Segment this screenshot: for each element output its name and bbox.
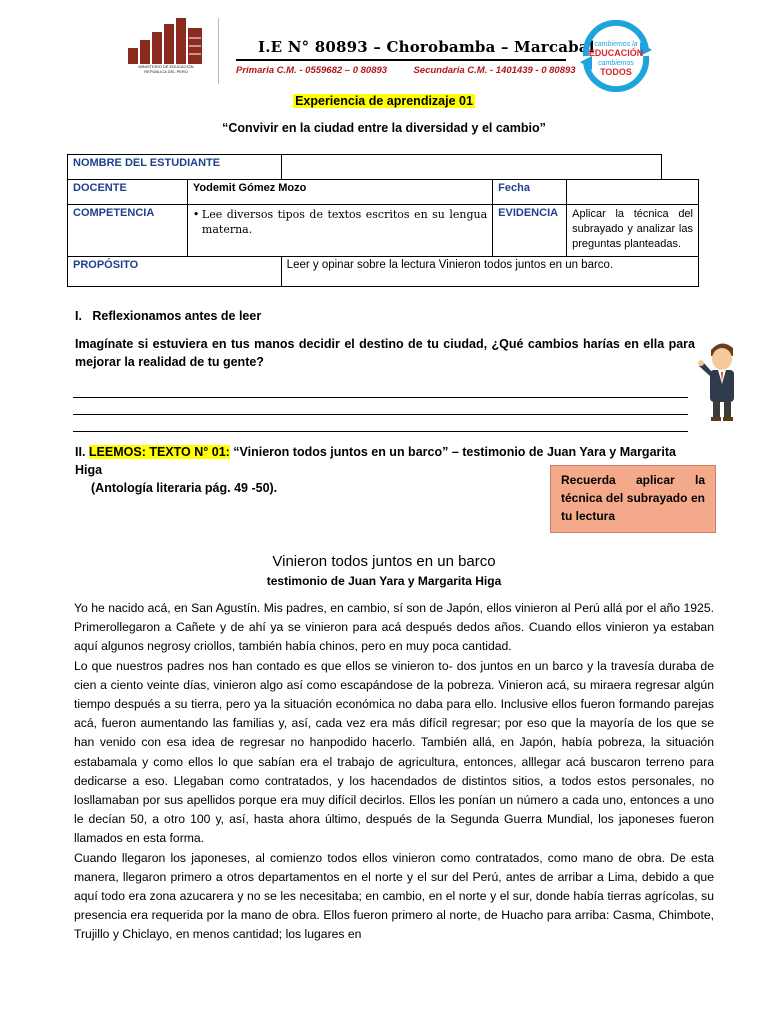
secondary-code: Secundaria C.M. - 1401439 - 0 80893 xyxy=(413,65,576,76)
school-codes xyxy=(236,65,576,76)
school-title-rule xyxy=(236,59,566,61)
reading-paragraph: Cuando llegaron los japoneses, al comienzo todos ellos vinieron como contratados, como mano de obra. De esta manera, llegaron primero a otros departamentos en el norte y el sur del Perú, antes de arribar a Lima, debido a que aquí todo era zona azucarera y no se les necesitaba; en cambio, en el norte y el sur, donde había tierras agrícolas, su presencia era requerida por la mano de obra. Ellos fueron primero al norte, de Huacho para arriba: Casma, Chimbote, Trujillo y Chiclayo, en menos cantidad; los lugares en xyxy=(74,850,714,942)
reading-title: Vinieron todos juntos en un barco xyxy=(272,553,496,570)
purpose-label: PROPÓSITO xyxy=(68,257,282,287)
student-info-table xyxy=(67,154,699,287)
date-field[interactable] xyxy=(567,180,699,205)
answer-line[interactable] xyxy=(73,397,688,398)
evidence-value: Aplicar la técnica del subrayado y analizar las preguntas planteadas. xyxy=(567,205,699,257)
text-number-highlight: LEEMOS: TEXTO N° 01: xyxy=(88,445,230,459)
evidence-label: EVIDENCIA xyxy=(493,205,567,257)
reading-paragraph: Yo he nacido acá, en San Agustín. Mis padres, en cambio, sí son de Japón, ellos vinieron al Perú allá por el año 1925. Primerollegaron a Cañete y de ahí ya se vinieron para acá después dedos años. Cuando ellos vinieron ya estaban aquí algunos negrosy criollos, también había chinos, pero en muy poca cantidad. xyxy=(74,601,714,654)
ministry-caption: MINISTERIO DE EDUCACIÓN REPÚBLICA DEL PERÚ xyxy=(138,64,194,74)
teacher-label: DOCENTE xyxy=(68,180,188,205)
school-title: I.E N° 80893 – Chorobamba – Marcabal xyxy=(258,38,595,56)
reading-body xyxy=(74,599,714,945)
answer-line[interactable] xyxy=(73,431,688,432)
campaign-logo xyxy=(574,20,658,92)
ministry-logo xyxy=(128,18,218,82)
student-name-label: NOMBRE DEL ESTUDIANTE xyxy=(68,155,282,180)
purpose-value: Leer y opinar sobre la lectura Vinieron todos juntos en un barco. xyxy=(281,257,698,287)
teacher-character-icon xyxy=(697,336,745,422)
primary-code: Primaria C.M. - 0559682 – 0 80893 xyxy=(236,65,388,76)
answer-line[interactable] xyxy=(73,414,688,415)
reflection-question: Imagínate si estuviera en tus manos decidir el destino de tu ciudad, ¿Qué cambios harías en ella para mejorar la realidad de tu gente? xyxy=(75,337,695,369)
section-1-heading: I. Reflexionamos antes de leer xyxy=(75,309,262,323)
svg-text:cambiemos: cambiemos xyxy=(598,60,634,67)
ministry-bars-icon xyxy=(128,18,204,64)
student-name-field[interactable] xyxy=(281,155,661,180)
teacher-value: Yodemit Gómez Mozo xyxy=(187,180,492,205)
header-divider xyxy=(218,18,219,84)
experience-title: Experiencia de aprendizaje 01 xyxy=(295,94,473,108)
anthology-reference: (Antología literaria pág. 49 -50). xyxy=(91,481,278,495)
svg-text:TODOS: TODOS xyxy=(600,67,632,77)
experience-theme: “Convivir en la ciudad entre la diversidad y el cambio” xyxy=(222,121,546,135)
competence-value: • Lee diversos tipos de textos escritos en su lengua materna. xyxy=(187,205,492,257)
svg-text:EDUCACIÓN: EDUCACIÓN xyxy=(588,48,644,58)
reminder-box: Recuerda aplicar la técnica del subrayado en tu lectura xyxy=(550,465,716,533)
svg-text:cambiemos la: cambiemos la xyxy=(594,41,638,48)
section-2-heading: II. LEEMOS: TEXTO N° 01: “Vinieron todos juntos en un barco” – testimonio de Juan Yara y Margarita Higa (Antología literaria pág. 49 -50). xyxy=(75,443,700,497)
reading-subtitle: testimonio de Juan Yara y Margarita Higa xyxy=(266,574,502,588)
circular-arrows-icon xyxy=(574,20,658,92)
date-label: Fecha xyxy=(493,180,567,205)
competence-label: COMPETENCIA xyxy=(68,205,188,257)
reading-paragraph: Lo que nuestros padres nos han contado es que ellos se vinieron to- dos juntos en un barco y la travesía duraba de cien a ciento veinte días, vinieron algo así como escapándose de la pobreza. Vinieron acá, su miraera regresar algún tiempo después a su tierra, pero ya la situación económica no daba para ello. Inclusive ellos fueron formando parejas acá, fueron aumentando las familias y, así, cada vez era más difícil regresar; por eso que la mayoría de los que se han venido con esa idea de regresar no hanpodido hacerlo. También allá, en Japón, había pobreza, la situación estabamala y como ellos lo que sabían era el trabajo de agricultura, entonces, alllegar acá buscaron terreno para dedicarse a eso. Llegaban como contratados, y los hacendados de distintos sitios, a todos estos personales, no losllamaban por sus apellidos porque era muy difícil decirlos. Ellos les ponían un número a cada uno, entonces a uno le decían 50, a otro 100 y, así, hasta ahora último, después de la Segunda Guerra Mundial, los japoneses fueron llamados en esta forma. xyxy=(74,658,714,846)
